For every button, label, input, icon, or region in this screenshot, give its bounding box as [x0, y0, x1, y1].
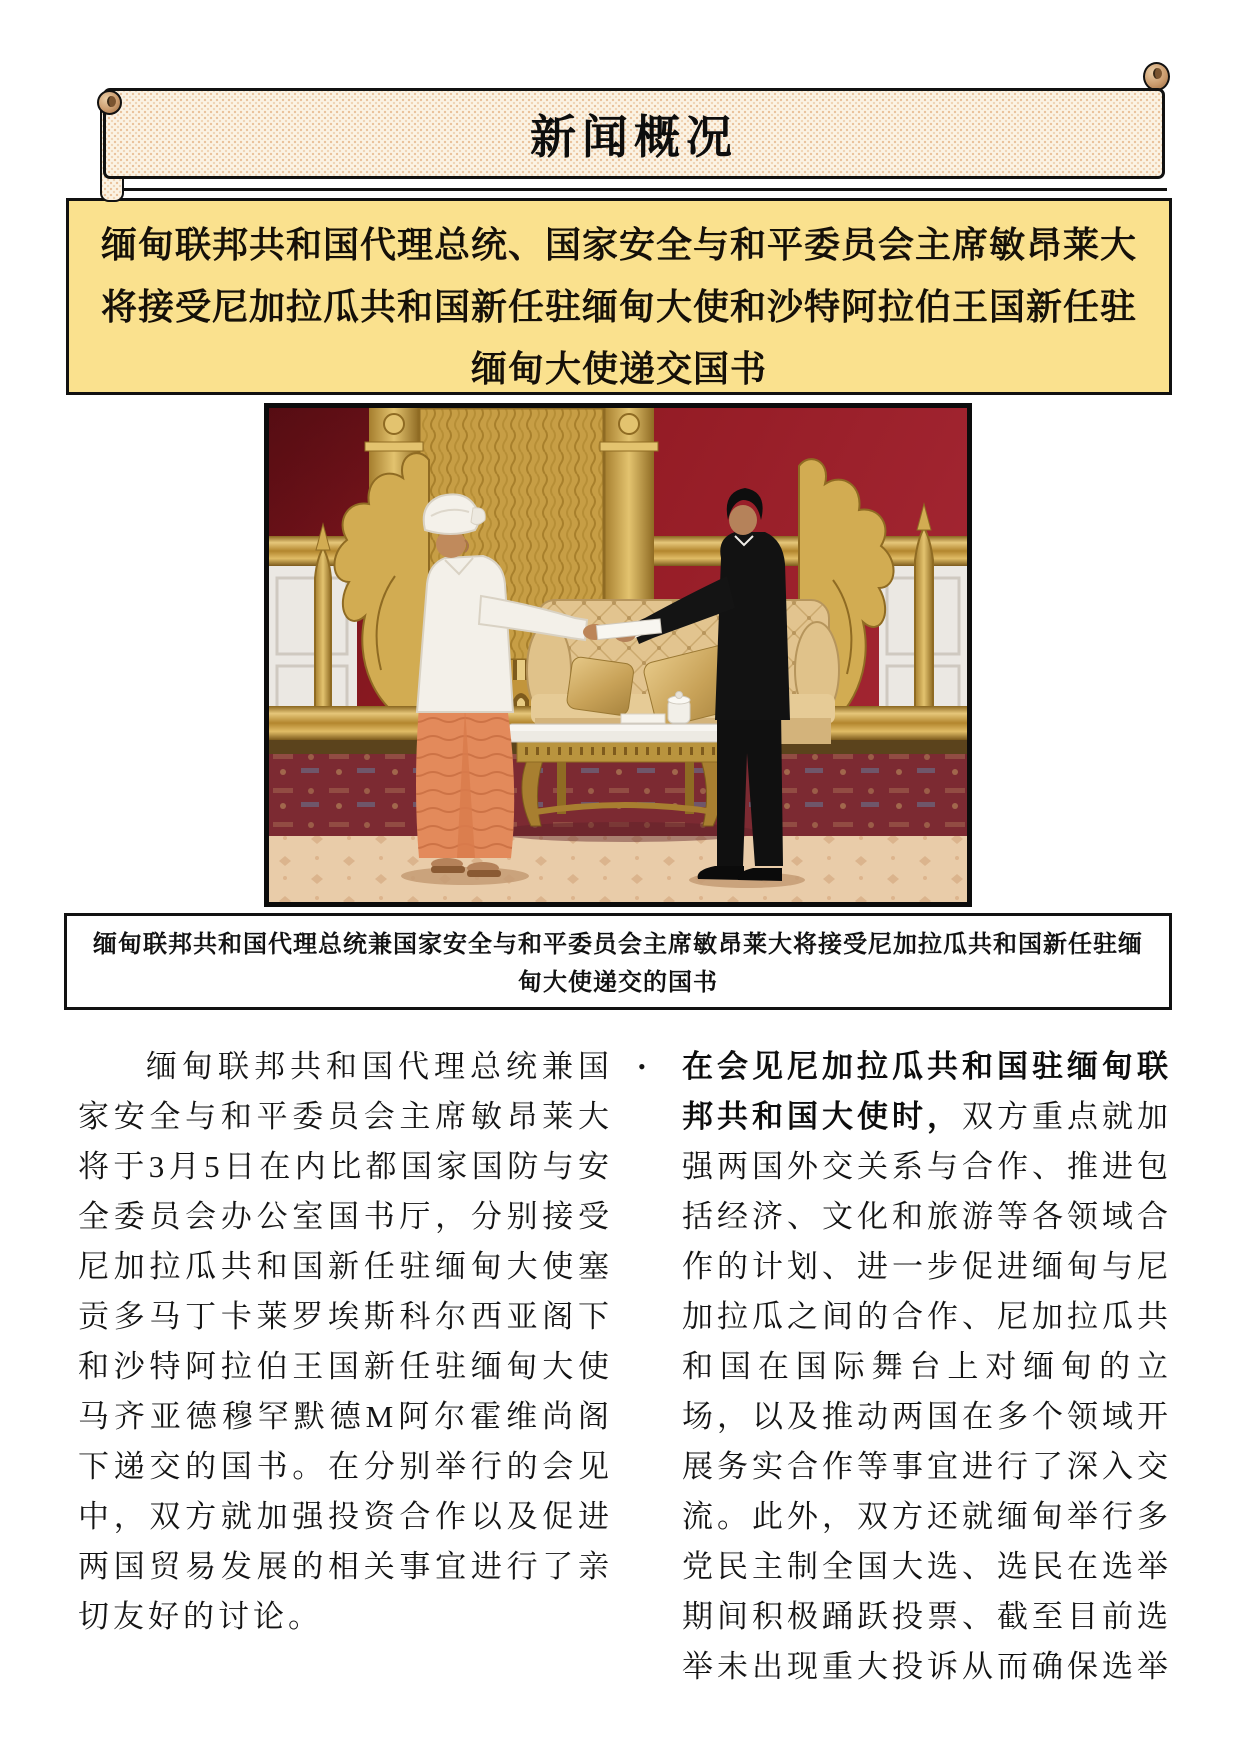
article-right-column	[634, 1042, 1172, 1692]
white-headwrap	[424, 494, 479, 534]
white-jacket	[417, 556, 513, 712]
peach-carpet	[269, 836, 967, 902]
bullet-marker: •	[638, 1054, 646, 1079]
scroll-curl-hole	[1153, 68, 1162, 79]
scroll-right-curl	[1143, 62, 1170, 91]
scroll-banner	[103, 88, 1165, 179]
photo-caption-box	[64, 913, 1172, 1010]
bullet-bold-lead: 在会见尼加拉瓜共和国驻缅甸联邦共和国大使时，	[682, 1049, 1172, 1134]
black-suit	[715, 532, 790, 720]
face	[729, 505, 757, 535]
photo-caption-text: 缅甸联邦共和国代理总统兼国家安全与和平委员会主席敏昂莱大将接受尼加拉瓜共和国新任驻缅甸大使递交的国书	[93, 932, 1143, 996]
ceremony-photo-graphic	[269, 408, 967, 902]
left-paragraph: 缅甸联邦共和国代理总统兼国家安全与和平委员会主席敏昂莱大将于3月5日在内比都国家国防与安全委员会办公室国书厅，分别接受尼加拉瓜共和国新任驻缅甸大使塞贡多马丁卡莱罗埃斯科尔西亚阁下和沙特阿拉伯王国新任驻缅甸大使马齐亚德穆罕默德M阿尔霍维尚阁下递交的国书。在分别举行的会见中，双方就加强投资合作以及促进两国贸易发展的相关事宜进行了亲切友好的讨论。	[78, 1049, 613, 1634]
sandal	[431, 866, 465, 873]
scroll-curl-hole	[107, 96, 116, 107]
ceremony-photo	[264, 403, 972, 907]
page-title: 新闻概况	[530, 111, 738, 163]
scroll-shadow-line	[113, 188, 1167, 191]
bullet-item	[634, 1042, 1172, 1692]
headline-box	[66, 198, 1172, 395]
bullet-body-text: 双方重点就加强两国外交关系与合作、推进包括经济、文化和旅游等各领域合作的计划、进一步促进缅甸与尼加拉瓜之间的合作、尼加拉瓜共和国在国际舞台上对缅甸的立场，以及推动两国在多个领域开展务实合作等事宜进行了深入交流。此外，双方还就缅甸举行多党民主制全国大选、选民在选举期间积极踊跃投票、截至目前选举未出现重大投诉从而确保选举	[682, 1099, 1172, 1684]
scroll-left-curl	[97, 90, 122, 115]
article-left-column	[78, 1042, 613, 1642]
sandal	[467, 870, 501, 877]
bullet-paragraph	[682, 1042, 1172, 1692]
headline-text: 缅甸联邦共和国代理总统、国家安全与和平委员会主席敏昂莱大将接受尼加拉瓜共和国新任驻缅甸大使和沙特阿拉伯王国新任驻缅甸大使递交国书	[100, 225, 1137, 389]
paper-on-table	[621, 714, 665, 723]
